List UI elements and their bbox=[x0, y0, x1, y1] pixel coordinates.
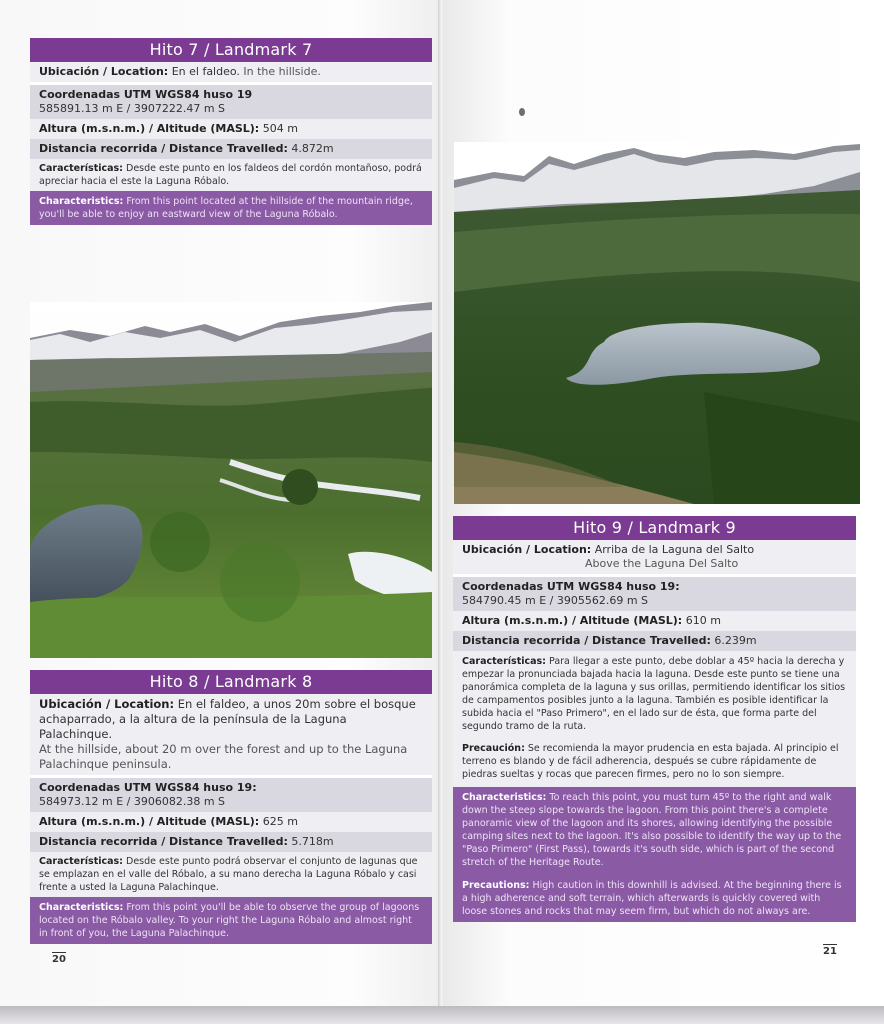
landmark-9-coordinates: Coordenadas UTM WGS84 huso 19: 584790.45 m E / 3905562.69 m S bbox=[453, 577, 856, 611]
landmark-7-distance: Distancia recorrida / Distance Travelled: 4.872m bbox=[30, 139, 432, 159]
landmark-8-altitude: Altura (m.s.n.m.) / Altitude (MASL): 625 m bbox=[30, 812, 432, 832]
page-number-left: 20 bbox=[52, 954, 66, 965]
landmark-9-altitude: Altura (m.s.n.m.) / Altitude (MASL): 610 m bbox=[453, 611, 856, 631]
right-page bbox=[443, 0, 884, 1006]
landmark-8-distance: Distancia recorrida / Distance Travelled: 5.718m bbox=[30, 832, 432, 852]
scan-edge bbox=[0, 1006, 884, 1024]
landmark-7-coordinates: Coordenadas UTM WGS84 huso 19 585891.13 m E / 3907222.47 m S bbox=[30, 85, 432, 119]
landmark-7-altitude: Altura (m.s.n.m.) / Altitude (MASL): 504 m bbox=[30, 119, 432, 139]
landmark-7-title: Hito 7 / Landmark 7 bbox=[30, 38, 432, 62]
page-number-right: 21 bbox=[823, 946, 837, 957]
landmark-9-characteristics-en: Characteristics: To reach this point, you must turn 45º to the right and walk down the steep slope towards the lagoon. From this point there's a complete panoramic view of the lagoon and its shores, allowing identifying the possible camping sites next to the lagoon. It's also possible to identify the way up to the "Paso Primero" (First Pass), towards it's south side, which is part of the second stretch of the Heritage Route. bbox=[453, 787, 856, 875]
landmark-8-location: Ubicación / Location: En el faldeo, a unos 20m sobre el bosque achaparrado, a la altura de la península de la Laguna Palachinque. At the hillside, about 20 m over the forest and up to the Laguna Palachinque peninsula. bbox=[30, 694, 432, 775]
landmark-9-distance: Distancia recorrida / Distance Travelled: 6.239m bbox=[453, 631, 856, 651]
landmark-8-title: Hito 8 / Landmark 8 bbox=[30, 670, 432, 694]
landmark-9-title: Hito 9 / Landmark 9 bbox=[453, 516, 856, 540]
landmark-8-characteristics-en: Characteristics: From this point you'll be able to observe the group of lagoons located on the Róbalo valley. To your right the Laguna Róbalo and almost right in front of you, the Laguna Palachinque. bbox=[30, 897, 432, 944]
landmark-8-photo bbox=[30, 302, 432, 658]
landmark-9-precaucion: Precaución: Se recomienda la mayor prudencia en esta bajada. Al principio el terreno es blando y de fácil adherencia, después se cubre rápidamente de piedras sueltas y rocas que parecen firmes, pero no lo son siempre. bbox=[453, 739, 856, 787]
left-page bbox=[0, 0, 441, 1006]
laguna-del-salto-image bbox=[454, 142, 860, 504]
landmark-9-precautions-en: Precautions: High caution in this downhill is advised. At the beginning there is a high adherence and soft terrain, which afterwards is quickly covered with loose stones and rocks that may seem firm, but which do not always are. bbox=[453, 875, 856, 922]
landmark-9-caracteristicas: Características: Para llegar a este punto, debe doblar a 45º hacia la derecha y empezar la pronunciada bajada hacia la laguna. Desde este punto se tiene una panorámica completa de la laguna y sus orillas, permitiendo identificar los sitios de campamentos posibles junto a la laguna. También es posible identificar la subida hacia el "Paso Primero", en el lado sur de ésta, que forma parte del segundo tramo de la ruta. bbox=[453, 651, 856, 739]
paper-smudge bbox=[519, 108, 525, 116]
landmark-9-location: Ubicación / Location: Arriba de la Laguna del Salto Above the Laguna Del Salto bbox=[453, 540, 856, 574]
landmark-7-block bbox=[30, 38, 432, 225]
landmark-8-coordinates: Coordenadas UTM WGS84 huso 19: 584973.12 m E / 3906082.38 m S bbox=[30, 778, 432, 812]
landmark-7-characteristics-en: Characteristics: From this point located at the hillside of the mountain ridge, you'll be able to enjoy an eastward view of the Laguna Róbalo. bbox=[30, 191, 432, 225]
lagoons-valley-image bbox=[30, 302, 432, 658]
landmark-7-caracteristicas: Características: Desde este punto en los faldeos del cordón montañoso, podrá apreciar hacia el este la Laguna Róbalo. bbox=[30, 159, 432, 191]
landmark-8-caracteristicas: Características: Desde este punto podrá observar el conjunto de lagunas que se emplazan en el valle del Róbalo, a su mano derecha la Laguna Róbalo y casi frente a usted la Laguna Palachinque. bbox=[30, 852, 432, 897]
landmark-7-location: Ubicación / Location: En el faldeo. In the hillside. bbox=[30, 62, 432, 82]
landmark-8-block bbox=[30, 670, 432, 944]
landmark-9-block bbox=[453, 516, 856, 922]
landmark-9-photo bbox=[454, 142, 860, 504]
